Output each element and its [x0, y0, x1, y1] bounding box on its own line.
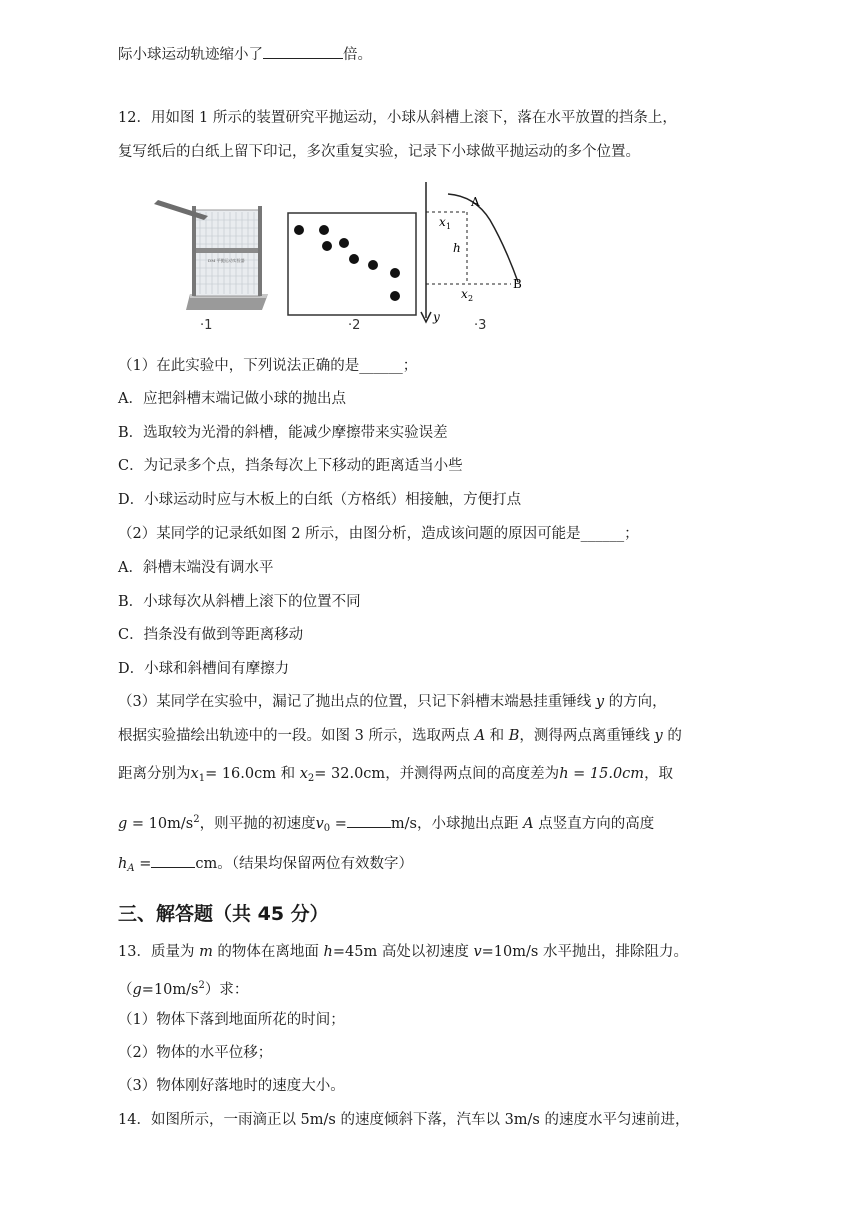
- record-dot: [294, 225, 304, 235]
- answer-blank: [263, 44, 343, 59]
- question-12-line-1: 12．用如图 1 所示的装置研究平抛运动，小球从斜槽上滚下，落在水平放置的挡条上，: [118, 110, 677, 126]
- figure-1-label: ·1: [200, 318, 213, 333]
- figure-1-apparatus: [150, 190, 275, 312]
- svg-text:A: A: [471, 195, 480, 209]
- svg-text:y: y: [433, 310, 440, 324]
- part-2-option-c: C．挡条没有做到等距离移动: [118, 627, 304, 643]
- svg-text:x: x: [439, 215, 446, 229]
- record-dot: [368, 260, 378, 270]
- text-line: 际小球运动轨迹缩小了 倍。: [118, 44, 372, 65]
- svg-text:h: h: [453, 241, 461, 255]
- part-2-option-a: A．斜槽末端没有调水平: [118, 560, 274, 576]
- part-1-option-c: C．为记录多个点，挡条每次上下移动的距离适当小些: [118, 458, 463, 474]
- question-13-subquestion-1: （1）物体下落到地面所花的时间；: [118, 1012, 345, 1028]
- record-dot: [339, 238, 349, 248]
- part-3-line-2: 根据实验描绘出轨迹中的一段。如图 3 所示，选取两点 A 和 B，测得两点离重锤线 y 的: [118, 728, 682, 744]
- record-dot: [322, 241, 332, 251]
- record-dot: [390, 291, 400, 301]
- answer-blank: [347, 813, 391, 828]
- question-13-line-2: $(g=10m/s^2)$求：: [118, 980, 249, 998]
- record-dot: [390, 268, 400, 278]
- svg-text:B: B: [513, 277, 522, 291]
- figure-3-trajectory: [415, 180, 535, 335]
- part-1-option-a: A．应把斜槽末端记做小球的抛出点: [118, 391, 346, 407]
- question-13-line-1: 13．质量为 m 的物体在离地面 h=45m 高处以初速度 v=10m/s 水平抛出，排除阻力。: [118, 944, 688, 960]
- part-2-option-b: B．小球每次从斜槽上滚下的位置不同: [118, 594, 361, 610]
- svg-text:2: 2: [468, 294, 474, 303]
- part-3-line-1: （3）某同学在实验中，漏记了抛出点的位置，只记下斜槽末端悬挂重锤线 y 的方向，: [118, 694, 667, 710]
- part-3-line-5: $h_A$ = cm。（结果均保留两位有效数字）: [118, 853, 413, 879]
- figure-3-label: ·3: [474, 318, 487, 333]
- question-12-line-2: 复写纸后的白纸上留下印记，多次重复实验，记录下小球做平抛运动的多个位置。: [118, 144, 640, 160]
- svg-text:1: 1: [446, 222, 452, 231]
- part-1-option-d: D．小球运动时应与木板上的白纸（方格纸）相接触，方便打点: [118, 492, 522, 508]
- question-13-subquestion-3: （3）物体刚好落地时的速度大小。: [118, 1078, 345, 1094]
- record-dot: [349, 254, 359, 264]
- trajectory-diagram: [415, 180, 535, 335]
- question-14-line-1: 14．如图所示，一雨滴正以 5m/s 的速度倾斜下落，汽车以 3m/s 的速度水平匀速前进，: [118, 1112, 690, 1128]
- record-dot: [319, 225, 329, 235]
- question-13-subquestion-2: （2）物体的水平位移；: [118, 1045, 273, 1061]
- part-1-question: （1）在此实验中，下列说法正确的是______；: [118, 358, 418, 374]
- section-heading: 三、解答题（共 45 分）: [118, 903, 329, 925]
- part-2-option-d: D．小球和斜槽间有摩擦力: [118, 661, 290, 677]
- part-2-question: （2）某同学的记录纸如图 2 所示，由图分析，造成该问题的原因可能是______；: [118, 526, 639, 542]
- figure-2-record-sheet: [287, 212, 417, 316]
- svg-text:DM 平抛运动实验器: DM 平抛运动实验器: [208, 258, 245, 263]
- answer-blank: [151, 853, 195, 868]
- figure-2-label: ·2: [348, 318, 361, 333]
- part-3-line-3: 距离分别为$x_1= 16.0cm$ 和 $x_2= 32.0cm$，并测得两点间的高度差为h = 15.0cm，取: [118, 766, 674, 784]
- record-sheet-image: [287, 212, 417, 316]
- svg-text:x: x: [461, 287, 468, 301]
- part-3-line-4: $g = 10m/s^2$，则平抛的初速度$v_0 = m/s$，小球抛出点距 A 点竖直方向的高度: [118, 814, 655, 834]
- apparatus-image: [150, 190, 275, 312]
- part-1-option-b: B．选取较为光滑的斜槽，能减少摩擦带来实验误差: [118, 425, 448, 441]
